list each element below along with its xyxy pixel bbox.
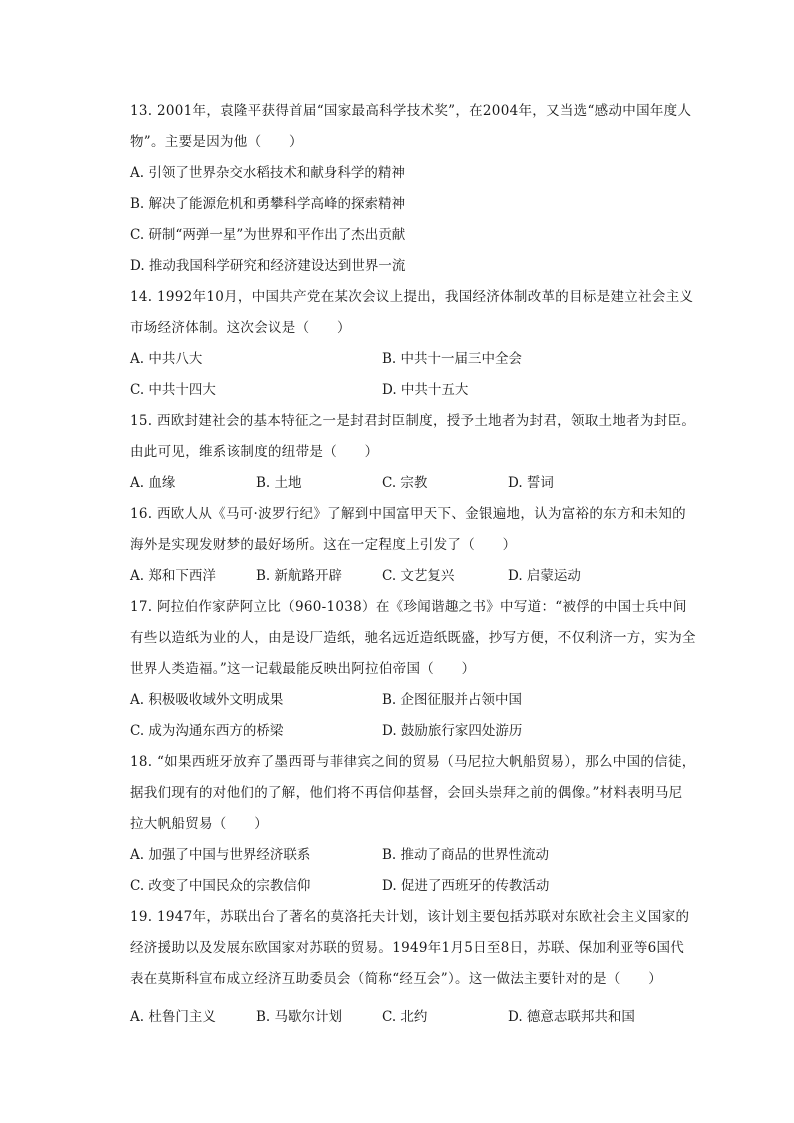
question-14-option-row — [130, 344, 696, 375]
question-18-option-b[interactable]: B. 推动了商品的世界性流动 — [382, 847, 550, 863]
question-19-option-row — [130, 1002, 696, 1033]
question-16-option-d[interactable]: D. 启蒙运动 — [508, 568, 581, 584]
question-16-option-c[interactable]: C. 文艺复兴 — [382, 568, 455, 584]
question-19-option-c[interactable]: C. 北约 — [382, 1009, 428, 1025]
question-14-option-d[interactable]: D. 中共十五大 — [382, 382, 469, 398]
question-13-option-row — [130, 189, 696, 220]
question-16-option-a[interactable]: A. 郑和下西洋 — [130, 568, 216, 584]
question-13-option-row — [130, 220, 696, 251]
question-18-option-d[interactable]: D. 促进了西班牙的传教活动 — [382, 878, 550, 894]
question-15-option-a[interactable]: A. 血缘 — [130, 475, 176, 491]
question-16-option-row — [130, 561, 696, 592]
question-15-option-c[interactable]: C. 宗教 — [382, 475, 428, 491]
question-19-option-b[interactable]: B. 马歇尔计划 — [256, 1009, 343, 1025]
question-18-stem: 18. “如果西班牙放弃了墨西哥与菲律宾之间的贸易（马尼拉大帆船贸易），那么中国的信徒，据我们现有的对他们的了解，他们将不再信仰基督，会回头崇拜之前的偶像。”材料表明马尼拉大帆船贸易（ ） — [130, 754, 696, 832]
question-19-stem: 19. 1947年，苏联出台了著名的莫洛托夫计划，该计划主要包括苏联对东欧社会主义国家的经济援助以及发展东欧国家对苏联的贸易。1949年1月5日至8日，苏联、保加利亚等6国代表在莫斯科宣布成立经济互助委员会（简称“经互会”）。这一做法主要针对的是（ ） — [130, 909, 690, 987]
question-17-stem: 17. 阿拉伯作家萨阿立比（960-1038）在《珍闻谐趣之书》中写道：“被俘的中国士兵中间有些以造纸为业的人，由是设厂造纸，驰名远近造纸既盛，抄写方便，不仅利济一方，实为全世界人类造福。”这一记载最能反映出阿拉伯帝国（ ） — [130, 599, 696, 677]
question-16-option-b[interactable]: B. 新航路开辟 — [256, 568, 343, 584]
question-18-option-a[interactable]: A. 加强了中国与世界经济联系 — [130, 847, 311, 863]
question-19-option-d[interactable]: D. 德意志联邦共和国 — [508, 1009, 635, 1025]
question-13-option-d[interactable]: D. 推动我国科学研究和经济建设达到世界一流 — [130, 258, 406, 274]
question-14-option-a[interactable]: A. 中共八大 — [130, 351, 203, 367]
question-18-option-row — [130, 840, 696, 871]
question-13-stem: 13. 2001年，袁隆平获得首届“国家最高科学技术奖”，在2004年，又当选“感动中国年度人物”。主要是因为他（ ） — [130, 103, 692, 150]
question-17-option-row — [130, 685, 696, 716]
question-15-option-b[interactable]: B. 土地 — [256, 475, 302, 491]
question-17-option-row — [130, 716, 696, 747]
question-13-option-a[interactable]: A. 引领了世界杂交水稻技术和献身科学的精神 — [130, 165, 405, 181]
question-14-stem: 14. 1992年10月，中国共产党在某次会议上提出，我国经济体制改革的目标是建立社会主义市场经济体制。这次会议是（ ） — [130, 289, 694, 336]
question-14-option-c[interactable]: C. 中共十四大 — [130, 382, 216, 398]
question-19-option-a[interactable]: A. 杜鲁门主义 — [130, 1009, 216, 1025]
question-17-option-d[interactable]: D. 鼓励旅行家四处游历 — [382, 723, 523, 739]
question-13-option-row — [130, 158, 696, 189]
question-18-option-c[interactable]: C. 改变了中国民众的宗教信仰 — [130, 878, 311, 894]
question-17-option-a[interactable]: A. 积极吸收域外文明成果 — [130, 692, 284, 708]
question-15-option-row — [130, 468, 696, 499]
question-15-option-d[interactable]: D. 誓词 — [508, 475, 554, 491]
question-14-option-b[interactable]: B. 中共十一届三中全会 — [382, 351, 523, 367]
question-18-option-row — [130, 871, 696, 902]
question-17-option-b[interactable]: B. 企图征服并占领中国 — [382, 692, 523, 708]
question-16-stem: 16. 西欧人从《马可·波罗行纪》了解到中国富甲天下、金银遍地，认为富裕的东方和未知的海外是实现发财梦的最好场所。这在一定程度上引发了（ ） — [130, 506, 686, 553]
question-13-option-row — [130, 251, 696, 282]
question-17-option-c[interactable]: C. 成为沟通东西方的桥梁 — [130, 723, 284, 739]
question-15-stem: 15. 西欧封建社会的基本特征之一是封君封臣制度，授予土地者为封君，领取土地者为封臣。由此可见，维系该制度的纽带是（ ） — [130, 413, 696, 460]
question-13-option-b[interactable]: B. 解决了能源危机和勇攀科学高峰的探索精神 — [130, 196, 406, 212]
question-14-option-row — [130, 375, 696, 406]
question-13-option-c[interactable]: C. 研制“两弹一星”为世界和平作出了杰出贡献 — [130, 227, 406, 243]
